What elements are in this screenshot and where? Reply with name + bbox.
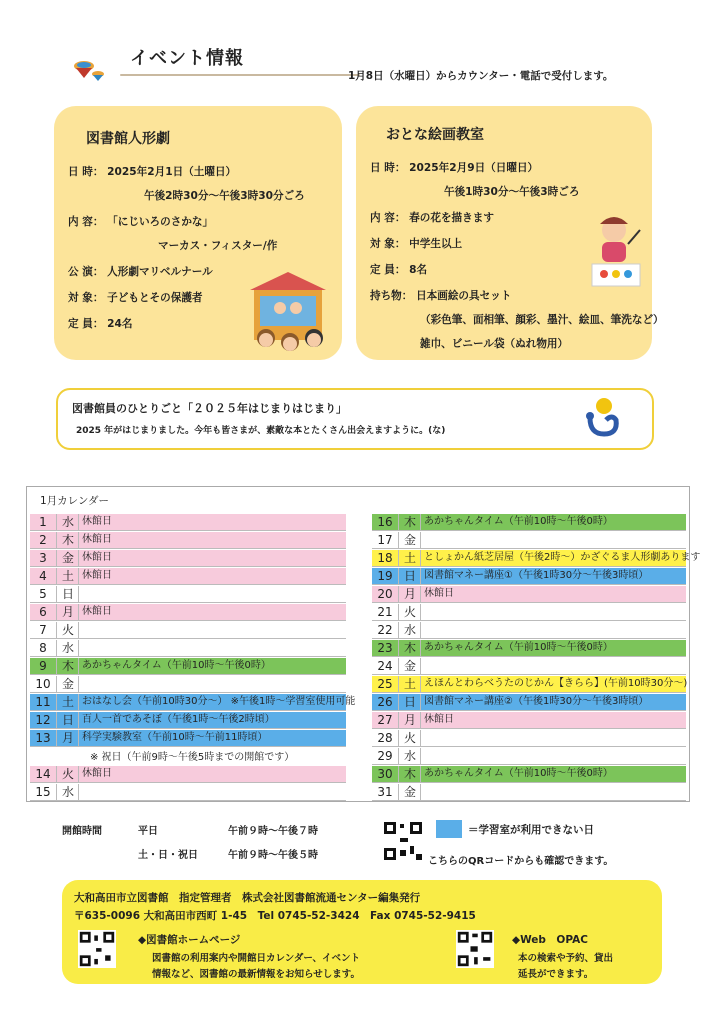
- calendar-row: [30, 784, 346, 801]
- column-divider: [398, 748, 399, 764]
- event-time: 午後1時30分～午後3時ごろ: [444, 186, 580, 198]
- calendar-row: [372, 658, 686, 675]
- calendar-weekday: 水: [403, 749, 416, 763]
- hours-weekend-label: 土・日・祝日: [138, 850, 198, 861]
- calendar-day-number: 15: [35, 785, 51, 799]
- calendar-day-number: 6: [39, 605, 47, 619]
- event-items-extra: 雑巾、ビニール袋（ぬれ物用）: [420, 338, 569, 350]
- column-divider: [398, 730, 399, 746]
- opac-text-1: 本の検索や予約、貸出: [518, 953, 614, 964]
- calendar-event: あかちゃんタイム（午前10時～午後0時）: [424, 642, 613, 653]
- calendar-event: 休館日: [82, 552, 112, 563]
- calendar-weekday: 金: [61, 677, 74, 691]
- calendar-event: 図書館マネー講座②（午後1時30分～午後3時頃）: [424, 696, 649, 707]
- column-divider: [398, 568, 399, 584]
- column-divider: [398, 586, 399, 602]
- column-divider: [420, 550, 421, 566]
- column-divider: [56, 694, 57, 710]
- calendar-row: [30, 694, 356, 711]
- calendar-day-number: 20: [377, 587, 393, 601]
- column-divider: [78, 604, 79, 620]
- column-divider: [78, 658, 79, 674]
- calendar-weekday: 木: [61, 659, 74, 673]
- calendar-day-number: 25: [377, 677, 393, 691]
- calendar-row: [372, 586, 686, 603]
- calendar-row: [30, 550, 346, 567]
- calendar-day-number: 24: [377, 659, 393, 673]
- calendar-weekday: 火: [61, 623, 74, 637]
- calendar-event: 休館日: [424, 588, 454, 599]
- calendar-weekday: 火: [403, 605, 416, 619]
- registration-notice: 1月8日（水曜日）からカウンター・電話で受付します。: [348, 70, 614, 82]
- homepage-qr-code[interactable]: [78, 930, 116, 968]
- calendar-row: [30, 712, 346, 729]
- column-divider: [398, 514, 399, 530]
- calendar-row: [30, 766, 346, 783]
- column-divider: [420, 532, 421, 548]
- calendar-event: 休館日: [424, 714, 454, 725]
- footer-address: 〒635-0096 大和高田市西町 1-45 Tel 0745-52-3424 Fax 0745-52-9415: [74, 910, 476, 922]
- calendar-day-number: 26: [377, 695, 393, 709]
- column-divider: [420, 712, 421, 728]
- calendar-day-number: 18: [377, 551, 393, 565]
- column-divider: [78, 730, 79, 746]
- calendar-weekday: 火: [61, 767, 74, 781]
- hours-weekend-time: 午前９時～午後５時: [228, 850, 318, 861]
- calendar-row: [372, 784, 686, 801]
- librarian-note-box: [56, 388, 654, 450]
- event-title: 図書館人形劇: [86, 131, 170, 147]
- column-divider: [78, 622, 79, 638]
- calendar-event: 休館日: [82, 570, 112, 581]
- column-divider: [398, 640, 399, 656]
- calendar-day-number: 17: [377, 533, 393, 547]
- calendar-day-number: 1: [39, 515, 47, 529]
- calendar-day-number: 7: [39, 623, 47, 637]
- qr-note: こちらのQRコードからも確認できます。: [428, 856, 614, 867]
- column-divider: [420, 694, 421, 710]
- event-content: 内 容： 春の花を描きます: [370, 212, 494, 224]
- calendar-day-number: 28: [377, 731, 393, 745]
- column-divider: [56, 712, 57, 728]
- study-room-legend-text: ＝学習室が利用できない日: [468, 824, 594, 836]
- calendar-weekday: 月: [403, 713, 416, 727]
- column-divider: [56, 550, 57, 566]
- calendar-weekday: 金: [403, 659, 416, 673]
- column-divider: [420, 766, 421, 782]
- calendar-row: [372, 712, 686, 729]
- event-target: 対 象： 中学生以上: [370, 238, 463, 250]
- calendar-weekday: 水: [403, 623, 416, 637]
- calendar-event: おはなし会（午前10時30分～） ※午後1時～学習室使用可能: [82, 696, 356, 707]
- calendar-event: あかちゃんタイム（午前10時～午後0時）: [82, 660, 271, 671]
- calendar-weekday: 木: [403, 767, 416, 781]
- calendar-row: [30, 532, 346, 549]
- calendar-weekday: 日: [61, 713, 74, 727]
- column-divider: [420, 586, 421, 602]
- calendar-row: [372, 694, 686, 711]
- calendar-weekday: 金: [61, 551, 74, 565]
- hours-weekday-label: 平日: [138, 826, 158, 837]
- column-divider: [56, 532, 57, 548]
- event-date: 日 時： 2025年2月1日（土曜日）: [68, 166, 237, 178]
- calendar-row: [372, 514, 686, 531]
- column-divider: [420, 676, 421, 692]
- column-divider: [56, 586, 57, 602]
- calendar-weekday: 日: [403, 569, 416, 583]
- event-items-detail: （彩色筆、面相筆、顔彩、墨汁、絵皿、筆洗など）: [420, 314, 664, 326]
- event-title: おとな絵画教室: [386, 127, 484, 143]
- opac-title: ◆Web OPAC: [512, 934, 588, 946]
- librarian-note-title: 図書館員のひとりごと「２０２５年はじまりはじまり」: [72, 402, 347, 415]
- calendar-heading: 1月カレンダー: [40, 495, 109, 507]
- calendar-row: [372, 532, 686, 549]
- calendar-row: [372, 640, 686, 657]
- calendar-day-number: 11: [35, 695, 51, 709]
- calendar-event: としょかん紙芝居屋（午後2時～）かざぐるま人形劇あります: [424, 552, 701, 563]
- column-divider: [78, 550, 79, 566]
- event-items: 持ち物： 日本画絵の具セット: [370, 290, 512, 302]
- calendar-day-number: 4: [39, 569, 47, 583]
- calendar-row: [30, 676, 346, 693]
- event-time: 午後2時30分～午後3時30分ごろ: [144, 190, 305, 202]
- calendar-row: [30, 730, 346, 747]
- calendar-weekday: 日: [403, 695, 416, 709]
- puppet-theater-icon: [246, 268, 330, 354]
- calendar-day-number: 3: [39, 551, 47, 565]
- column-divider: [78, 766, 79, 782]
- calendar-day-number: 31: [377, 785, 393, 799]
- column-divider: [420, 640, 421, 656]
- calendar-weekday: 月: [61, 605, 74, 619]
- calendar-row: [372, 604, 686, 621]
- homepage-title: ◆図書館ホームページ: [138, 934, 241, 946]
- calendar-event: あかちゃんタイム（午前10時～午後0時）: [424, 516, 613, 527]
- calendar-day-number: 16: [377, 515, 393, 529]
- snake-mascot-icon: [582, 394, 626, 438]
- painter-illustration-icon: [584, 210, 646, 292]
- calendar-row: [372, 676, 686, 693]
- calendar-weekday: 木: [403, 641, 416, 655]
- calendar-row: [30, 640, 346, 657]
- calendar-weekday: 土: [403, 551, 416, 565]
- calendar-row: [30, 658, 346, 675]
- event-author: マーカス・フィスター/作: [158, 240, 278, 252]
- column-divider: [78, 568, 79, 584]
- column-divider: [56, 622, 57, 638]
- calendar-weekday: 土: [61, 695, 74, 709]
- column-divider: [56, 658, 57, 674]
- column-divider: [56, 730, 57, 746]
- column-divider: [56, 514, 57, 530]
- footer-organization: 大和高田市立図書館 指定管理者 株式会社図書館流通センター編集発行: [74, 892, 421, 904]
- calendar-day-number: 29: [377, 749, 393, 763]
- calendar-event: 休館日: [82, 768, 112, 779]
- calendar-row: [30, 568, 346, 585]
- column-divider: [56, 568, 57, 584]
- calendar-day-number: 12: [35, 713, 51, 727]
- page-title: イベント情報: [130, 48, 244, 69]
- calendar-weekday: 水: [61, 785, 74, 799]
- column-divider: [420, 604, 421, 620]
- column-divider: [78, 586, 79, 602]
- calendar-weekday: 日: [61, 587, 74, 601]
- column-divider: [78, 694, 79, 710]
- column-divider: [398, 550, 399, 566]
- homepage-text-2: 情報など、図書館の最新情報をお知らせします。: [152, 969, 360, 980]
- calendar-row: [30, 622, 346, 639]
- opac-text-2: 延長ができます。: [518, 969, 594, 980]
- column-divider: [56, 766, 57, 782]
- column-divider: [78, 712, 79, 728]
- column-divider: [56, 676, 57, 692]
- calendar-row: [30, 604, 346, 621]
- calendar-weekday: 金: [403, 785, 416, 799]
- calendar-row: [30, 586, 346, 603]
- event-performer: 公 演： 人形劇マリベルナール: [68, 266, 213, 278]
- calendar-day-number: 9: [39, 659, 47, 673]
- calendar-day-number: 30: [377, 767, 393, 781]
- calendar-day-number: 8: [39, 641, 47, 655]
- holiday-note: ※ 祝日（午前9時～午後5時までの開館です）: [90, 752, 295, 763]
- column-divider: [398, 694, 399, 710]
- column-divider: [78, 676, 79, 692]
- column-divider: [398, 604, 399, 620]
- hours-label: 開館時間: [62, 826, 102, 837]
- calendar-weekday: 木: [61, 533, 74, 547]
- column-divider: [420, 622, 421, 638]
- calendar-weekday: 土: [61, 569, 74, 583]
- librarian-note-text: 2025 年がはじまりました。今年も皆さまが、素敵な本とたくさん出会えますように。(な): [76, 426, 446, 436]
- calendar-weekday: 月: [61, 731, 74, 745]
- column-divider: [420, 730, 421, 746]
- event-date: 日 時： 2025年2月9日（日曜日）: [370, 162, 539, 174]
- column-divider: [398, 532, 399, 548]
- calendar-day-number: 10: [35, 677, 51, 691]
- calendar-row: [372, 766, 686, 783]
- column-divider: [398, 712, 399, 728]
- event-target: 対 象： 子どもとその保護者: [68, 292, 203, 304]
- column-divider: [78, 640, 79, 656]
- column-divider: [420, 514, 421, 530]
- calendar-day-number: 5: [39, 587, 47, 601]
- calendar-event: 休館日: [82, 534, 112, 545]
- column-divider: [78, 784, 79, 800]
- calendar-row: [372, 550, 701, 567]
- calendar-row: [30, 514, 346, 531]
- title-underline: [120, 74, 360, 76]
- calendar-weekday: 月: [403, 587, 416, 601]
- column-divider: [398, 622, 399, 638]
- study-room-legend-swatch: [436, 820, 462, 838]
- calendar-day-number: 19: [377, 569, 393, 583]
- calendar-row: [372, 748, 686, 765]
- calendar-event: えほんとわらべうたのじかん【きらら】(午前10時30分～): [424, 678, 688, 689]
- calendar-day-number: 13: [35, 731, 51, 745]
- column-divider: [56, 784, 57, 800]
- opac-qr-code[interactable]: [456, 930, 494, 968]
- column-divider: [398, 766, 399, 782]
- calendar-day-number: 21: [377, 605, 393, 619]
- column-divider: [398, 676, 399, 692]
- column-divider: [420, 568, 421, 584]
- column-divider: [420, 784, 421, 800]
- calendar-day-number: 14: [35, 767, 51, 781]
- hours-weekday-time: 午前９時～午後７時: [228, 826, 318, 837]
- calendar-event: 図書館マネー講座①（午後1時30分～午後3時頃）: [424, 570, 649, 581]
- calendar-row: [372, 568, 686, 585]
- calendar-weekday: 金: [403, 533, 416, 547]
- calendar-event: あかちゃんタイム（午前10時～午後0時）: [424, 768, 613, 779]
- homepage-text-1: 図書館の利用案内や開館日カレンダー、イベント: [152, 953, 361, 964]
- calendar-weekday: 木: [403, 515, 416, 529]
- calendar-weekday: 水: [61, 515, 74, 529]
- event-capacity: 定 員： 8名: [370, 264, 428, 276]
- calendar-event: 休館日: [82, 516, 112, 527]
- column-divider: [78, 514, 79, 530]
- column-divider: [56, 604, 57, 620]
- event-card-puppet-show: [54, 106, 342, 360]
- calendar-day-number: 27: [377, 713, 393, 727]
- column-divider: [398, 658, 399, 674]
- calendar-weekday: 土: [403, 677, 416, 691]
- calendar-day-number: 2: [39, 533, 47, 547]
- column-divider: [78, 532, 79, 548]
- calendar-weekday: 火: [403, 731, 416, 745]
- column-divider: [420, 748, 421, 764]
- calendar-event: 休館日: [82, 606, 112, 617]
- calendar-day-number: 22: [377, 623, 393, 637]
- calendar-day-number: 23: [377, 641, 393, 655]
- calendar-event: 科学実験教室（午前10時～午前11時頃）: [82, 732, 268, 743]
- calendar-row: [372, 622, 686, 639]
- event-capacity: 定 員： 24名: [68, 318, 133, 330]
- calendar-qr-code[interactable]: [382, 820, 424, 862]
- column-divider: [398, 784, 399, 800]
- event-content: 内 容： 「にじいろのさかな」: [68, 216, 214, 228]
- calendar-event: 百人一首であそぼ（午後1時～午後2時頃）: [82, 714, 275, 725]
- calendar-row: [372, 730, 686, 747]
- column-divider: [56, 640, 57, 656]
- calendar-weekday: 水: [61, 641, 74, 655]
- spinning-top-icon: [70, 56, 106, 82]
- column-divider: [420, 658, 421, 674]
- event-card-painting-class: [356, 106, 664, 360]
